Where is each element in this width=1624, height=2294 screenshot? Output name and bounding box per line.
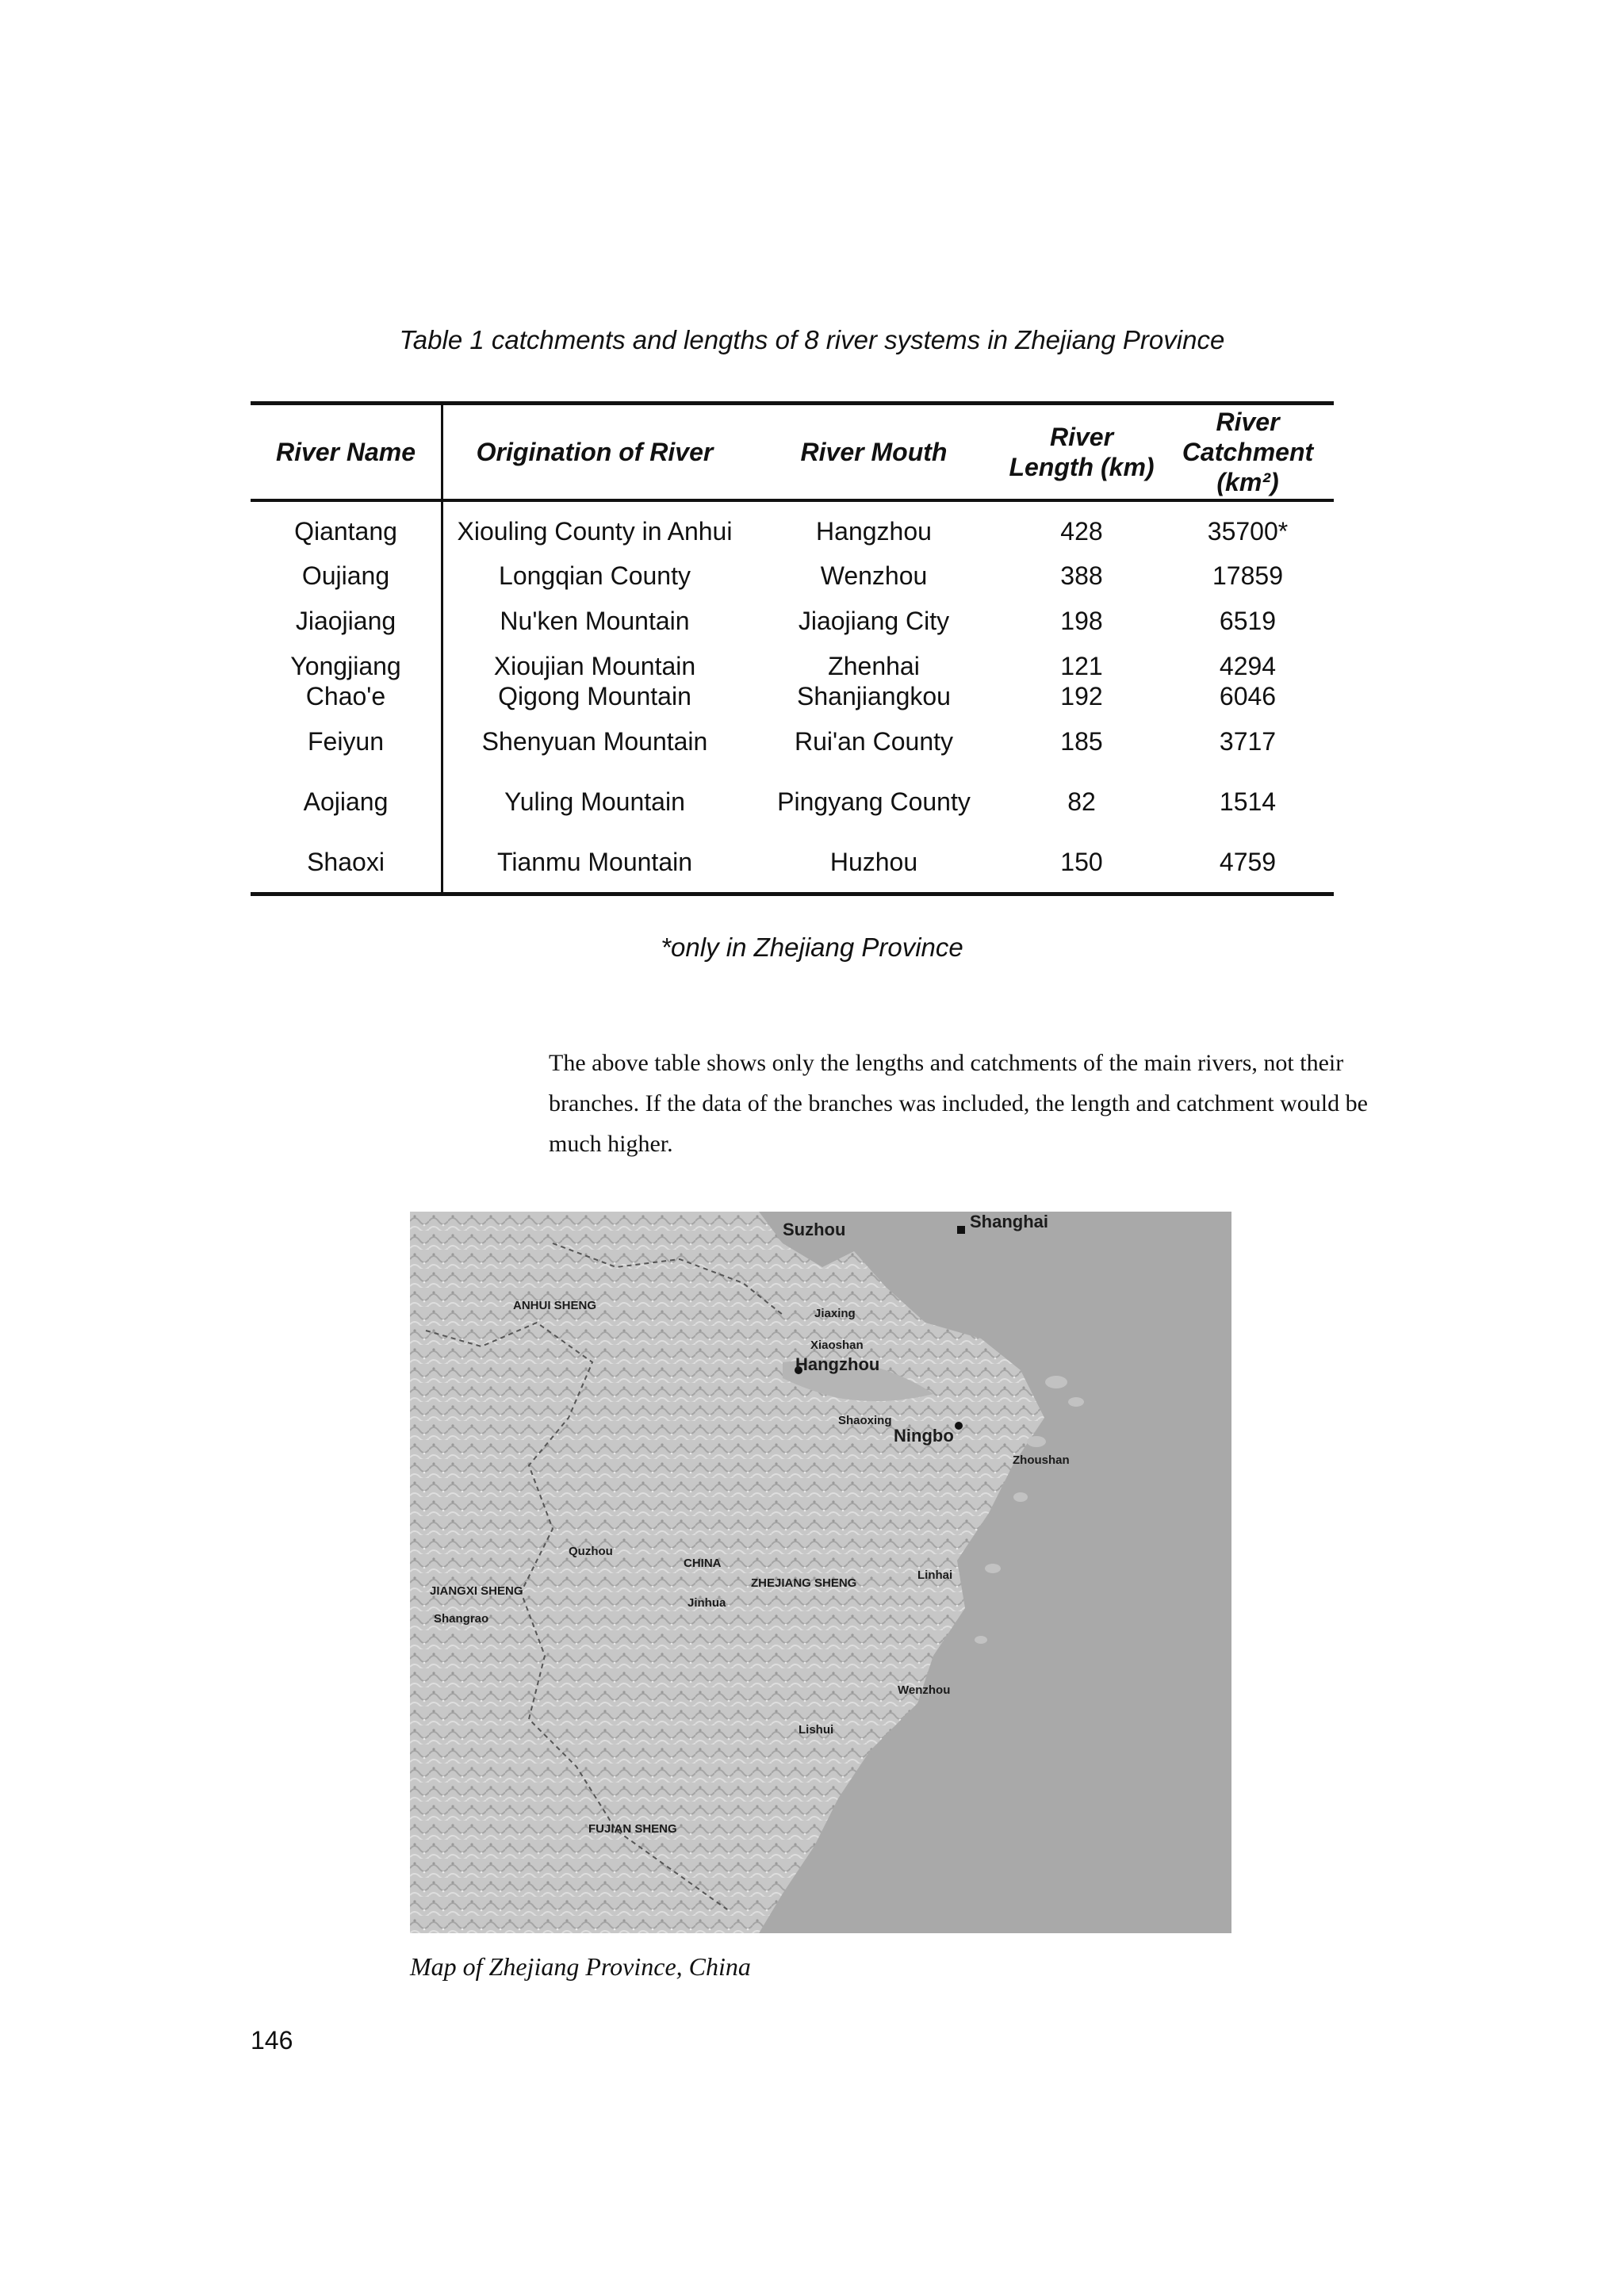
cell-catchment: 4294 bbox=[1219, 652, 1277, 680]
map-label-linhai: Linhai bbox=[917, 1568, 953, 1582]
cell-origin: Yuling Mountain bbox=[504, 787, 685, 816]
map-label-anhui: ANHUI SHENG bbox=[513, 1299, 597, 1312]
map-label-shanghai: Shanghai bbox=[970, 1212, 1049, 1231]
cell-length: 388 bbox=[1060, 561, 1103, 590]
cell-name: Jiaojiang bbox=[251, 591, 442, 651]
header-river-name: River Name bbox=[251, 404, 442, 501]
cell-mouth: Huzhou bbox=[829, 847, 918, 876]
map-label-shaoxing: Shaoxing bbox=[838, 1414, 892, 1427]
table-row bbox=[251, 681, 1334, 711]
table-row bbox=[251, 591, 1334, 651]
map-label-jiaxing: Jiaxing bbox=[814, 1307, 856, 1320]
map-label-ningbo: Ningbo bbox=[894, 1426, 954, 1446]
table-row bbox=[251, 500, 1334, 561]
map-label-suzhou: Suzhou bbox=[783, 1220, 846, 1239]
cell-name: Yongjiang bbox=[251, 651, 442, 681]
river-table bbox=[251, 401, 1334, 896]
cell-length: 121 bbox=[1060, 652, 1103, 680]
map-label-jinhua: Jinhua bbox=[688, 1596, 726, 1610]
map-label-wenzhou: Wenzhou bbox=[898, 1683, 951, 1697]
cell-name: Chao'e bbox=[251, 681, 442, 711]
header-length: River Length (km) bbox=[1009, 423, 1155, 481]
table-row bbox=[251, 651, 1334, 681]
map-label-zhoushan: Zhoushan bbox=[1013, 1453, 1070, 1467]
cell-origin: Qigong Mountain bbox=[498, 682, 691, 710]
header-catchment: River Catchment (km²) bbox=[1182, 408, 1314, 496]
table-caption: Table 1 catchments and lengths of 8 river systems in Zhejiang Province bbox=[399, 325, 1225, 354]
cell-origin: Nu'ken Mountain bbox=[500, 607, 690, 635]
map-label-china: CHINA bbox=[684, 1557, 722, 1570]
table-row bbox=[251, 711, 1334, 772]
map-label-zhejiang: ZHEJIANG SHENG bbox=[751, 1576, 857, 1590]
cell-catchment: 1514 bbox=[1219, 787, 1277, 816]
table-row bbox=[251, 772, 1334, 832]
cell-catchment: 6519 bbox=[1219, 607, 1277, 635]
cell-origin: Longqian County bbox=[499, 561, 691, 590]
cell-catchment: 17859 bbox=[1212, 561, 1283, 590]
header-mouth: River Mouth bbox=[800, 438, 948, 466]
cell-length: 198 bbox=[1060, 607, 1103, 635]
cell-catchment: 4759 bbox=[1219, 847, 1277, 876]
cell-catchment: 35700* bbox=[1207, 517, 1289, 546]
table-row bbox=[251, 561, 1334, 591]
map-label-shangrao: Shangrao bbox=[434, 1612, 489, 1626]
map-label-jiangxi: JIANGXI SHENG bbox=[430, 1584, 523, 1598]
cell-mouth: Zhenhai bbox=[828, 652, 920, 680]
cell-origin: Shenyuan Mountain bbox=[481, 727, 708, 756]
cell-origin: Xiouling County in Anhui bbox=[457, 517, 733, 546]
page-number: 146 bbox=[251, 2026, 293, 2055]
cell-length: 82 bbox=[1067, 787, 1096, 816]
cell-name: Feiyun bbox=[251, 711, 442, 772]
table-header-row bbox=[251, 404, 1334, 501]
cell-mouth: Hangzhou bbox=[816, 517, 932, 546]
body-paragraph: The above table shows only the lengths and catchments of the main rivers, not their branches. If the data of the branches was included, the length and catchment would be much higher. bbox=[549, 1050, 1368, 1157]
ningbo-marker bbox=[955, 1422, 963, 1430]
cell-mouth: Pingyang County bbox=[777, 787, 971, 816]
map-label-hangzhou: Hangzhou bbox=[795, 1354, 880, 1374]
cell-mouth: Shanjiangkou bbox=[797, 682, 951, 710]
cell-name: Oujiang bbox=[251, 561, 442, 591]
map-label-xiaoshan: Xiaoshan bbox=[810, 1338, 864, 1352]
cell-name: Shaoxi bbox=[251, 832, 442, 894]
table-row bbox=[251, 832, 1334, 894]
cell-length: 192 bbox=[1060, 682, 1103, 710]
map-caption: Map of Zhejiang Province, China bbox=[410, 1952, 751, 1981]
cell-catchment: 6046 bbox=[1219, 682, 1277, 710]
map-label-fujian: FUJIAN SHENG bbox=[588, 1822, 677, 1836]
map-label-quzhou: Quzhou bbox=[569, 1545, 613, 1558]
shanghai-marker bbox=[957, 1226, 965, 1234]
cell-name: Qiantang bbox=[251, 500, 442, 561]
cell-origin: Xioujian Mountain bbox=[493, 652, 696, 680]
cell-mouth: Wenzhou bbox=[820, 561, 928, 590]
map-label-lishui: Lishui bbox=[799, 1723, 834, 1737]
cell-length: 150 bbox=[1060, 847, 1103, 876]
cell-name: Aojiang bbox=[251, 772, 442, 832]
table-footnote: *only in Zhejiang Province bbox=[661, 933, 963, 962]
cell-catchment: 3717 bbox=[1219, 727, 1277, 756]
cell-length: 428 bbox=[1060, 517, 1103, 546]
cell-mouth: Rui'an County bbox=[795, 727, 953, 756]
cell-origin: Tianmu Mountain bbox=[496, 847, 693, 876]
zhejiang-map bbox=[410, 1212, 1231, 1933]
header-origin: Origination of River bbox=[476, 438, 714, 466]
cell-length: 185 bbox=[1060, 727, 1103, 756]
cell-mouth: Jiaojiang City bbox=[798, 607, 950, 635]
